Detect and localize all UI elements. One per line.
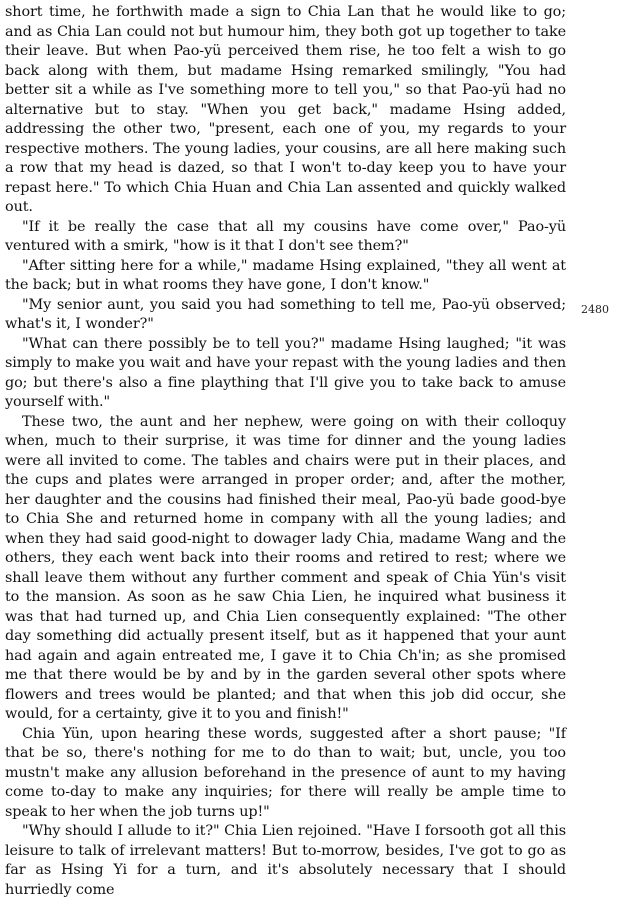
- paragraph-4: "My senior aunt, you said you had something to tell me, Pao-yü observed; what's it, I wonder?": [5, 296, 566, 332]
- paragraph-1: short time, he forthwith made a sign to Chia Lan that he would like to go; and as Chia Lan could not but humour him, they both got up together to take their leave. But when Pao-yü perceived them rise, he too felt a wish to go back along with them, but madame Hsing remarked smilingly, "You had better sit a while as I've something more to tell you," so that Pao-yü had no alternative but to stay. "When you get back," madame Hsing added, addressing the other two, "present, each one of you, my regards to your respective mothers. The young ladies, your cousins, are all here making such a row that my head is dazed, so that I won't to-day keep you to have your repast here." To which Chia Huan and Chia Lan assented and quickly walked out.: [5, 4, 566, 215]
- text-column: [5, 3, 566, 900]
- paragraph-3: "After sitting here for a while," madame Hsing explained, "they all went at the back; but in what rooms they have gone, I don't know.": [5, 257, 566, 293]
- paragraph-2: "If it be really the case that all my cousins have come over," Pao-yü ventured with a smirk, "how is it that I don't see them?": [5, 218, 566, 254]
- page-number: 2480: [581, 303, 609, 316]
- paragraph-5: "What can there possibly be to tell you?" madame Hsing laughed; "it was simply to make you wait and have your repast with the young ladies and then go; but there's also a fine plaything that I'll give you to take back to amuse yourself with.": [5, 335, 566, 410]
- paragraph-7: Chia Yün, upon hearing these words, suggested after a short pause; "If that be so, there's nothing for me to do than to wait; but, uncle, you too mustn't make any allusion beforehand in the presence of aunt to my having come to-day to make any inquiries; for there will really be ample time to speak to her when the job turns up!": [5, 725, 566, 820]
- paragraph-8: "Why should I allude to it?" Chia Lien rejoined. "Have I forsooth got all this leisure to talk of irrelevant matters! But to-morrow, besides, I've got to go as far as Hsing Yi for a turn, and it's absolutely necessary that I should hurriedly come: [5, 823, 566, 898]
- paragraph-6: These two, the aunt and her nephew, were going on with their colloquy when, much to their surprise, it was time for dinner and the young ladies were all invited to come. The tables and chairs were put in their places, and the cups and plates were arranged in proper order; and, after the mother, her daughter and the cousins had finished their meal, Pao-yü bade good-bye to Chia She and returned home in company with all the young ladies; and when they had said good-night to dowager lady Chia, madame Wang and the others, they each went back into their rooms and retired to rest; where we shall leave them without any further comment and speak of Chia Yün's visit to the mansion. As soon as he saw Chia Lien, he inquired what business it was that had turned up, and Chia Lien consequently explained: "The other day something did actually present itself, but as it happened that your aunt had again and again entreated me, I gave it to Chia Ch'in; as she promised me that there would be by and by in the garden several other spots where flowers and trees would be planted; and that when this job did occur, she would, for a certainty, give it to you and finish!": [5, 413, 566, 722]
